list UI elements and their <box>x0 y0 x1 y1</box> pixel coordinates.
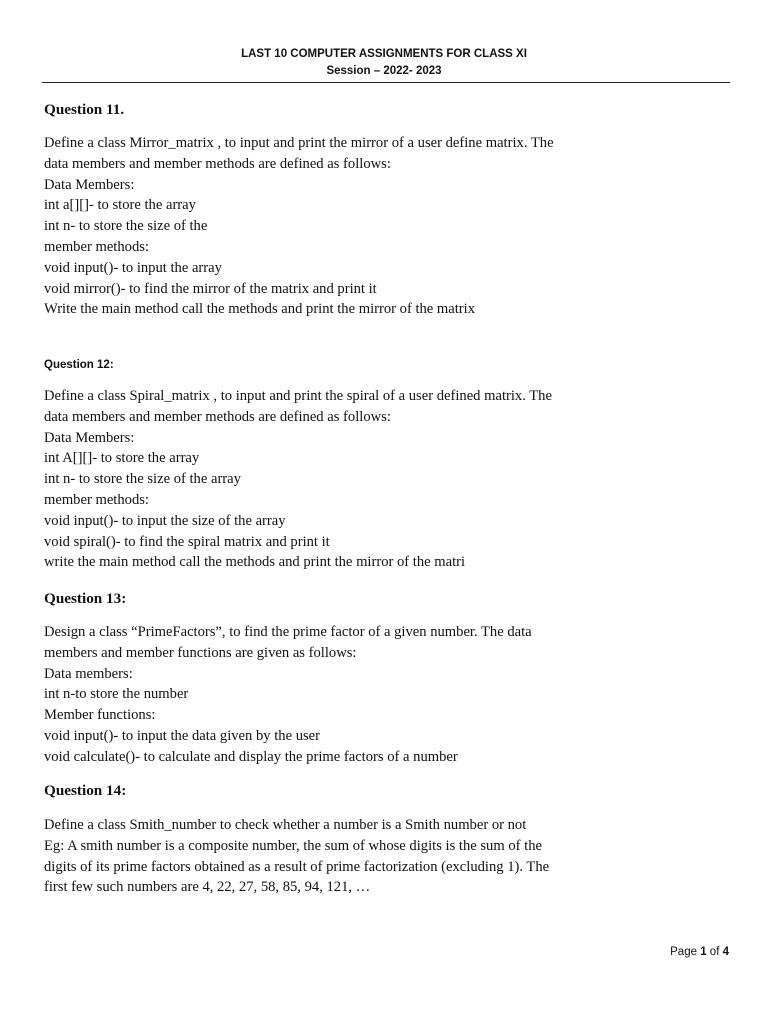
question-text-line: int n- to store the size of the array <box>44 471 241 488</box>
question-text-line: write the main method call the methods and print the mirror of the matri <box>44 554 466 571</box>
session-label: Session – 2022- 2023 <box>326 65 442 77</box>
question-text-line: Design a class “PrimeFactors”, to find the prime factor of a given number. The data <box>44 624 532 640</box>
question-text-line: void input()- to input the data given by the user <box>44 727 321 744</box>
question-text-line: Data Members: <box>44 429 135 446</box>
question-text-line: Eg: A smith number is a composite number, the sum of whose digits is the sum of the <box>44 837 542 854</box>
page-current: 1 <box>700 946 707 958</box>
question-text-line: members and member functions are given as follows: <box>44 644 357 661</box>
page-word: Page <box>670 946 697 958</box>
question-text-line: int n- to store the size of the <box>44 218 208 235</box>
question-14-title: Question 14: <box>44 782 127 799</box>
question-text-line: int a[][]- to store the array <box>44 197 196 214</box>
question-text-line: data members and member methods are defined as follows: <box>44 155 391 172</box>
question-text-line: void input()- to input the array <box>44 259 222 276</box>
question-text-line: void spiral()- to find the spiral matrix and print it <box>44 533 330 550</box>
question-11-title: Question 11. <box>44 101 125 118</box>
question-text-line: data members and member methods are defined as follows: <box>44 408 391 425</box>
question-text-line: Data Members: <box>44 176 135 193</box>
question-text-line: void input()- to input the size of the array <box>44 512 286 529</box>
question-text-line: Define a class Mirror_matrix , to input and print the mirror of a user define matrix. The <box>44 135 554 151</box>
question-text-line: member methods: <box>44 238 149 255</box>
question-text-line: first few such numbers are 4, 22, 27, 58, 85, 94, 121, … <box>44 879 371 896</box>
question-12-body <box>44 386 644 573</box>
question-text-line: int A[][]- to store the array <box>44 450 200 467</box>
question-text-line: Member functions: <box>44 707 156 724</box>
question-text-line: Define a class Spiral_matrix , to input and print the spiral of a user defined matrix. The <box>44 388 552 404</box>
question-text-line: digits of its prime factors obtained as a result of prime factorization (excluding 1). The <box>44 858 550 875</box>
document-header <box>0 46 768 80</box>
document-title: LAST 10 COMPUTER ASSIGNMENTS FOR CLASS XI <box>241 48 527 60</box>
question-text-line: Write the main method call the methods and print the mirror of the matrix <box>44 301 476 318</box>
question-11-body <box>44 133 644 320</box>
question-text-line: Define a class Smith_number to check whether a number is a Smith number or not <box>44 817 527 833</box>
header-divider <box>42 82 730 83</box>
question-13-title: Question 13: <box>44 590 127 607</box>
question-13-body <box>44 622 644 768</box>
page-number <box>670 944 729 960</box>
question-text-line: int n-to store the number <box>44 686 189 703</box>
question-text-line: void mirror()- to find the mirror of the matrix and print it <box>44 280 377 297</box>
question-text-line: member methods: <box>44 491 149 508</box>
question-14-body <box>44 815 644 898</box>
question-text-line: Data members: <box>44 665 133 682</box>
of-word: of <box>709 946 720 958</box>
page-total: 4 <box>722 946 729 958</box>
question-text-line: void calculate()- to calculate and display the prime factors of a number <box>44 748 458 765</box>
question-12-title: Question 12: <box>44 359 114 371</box>
